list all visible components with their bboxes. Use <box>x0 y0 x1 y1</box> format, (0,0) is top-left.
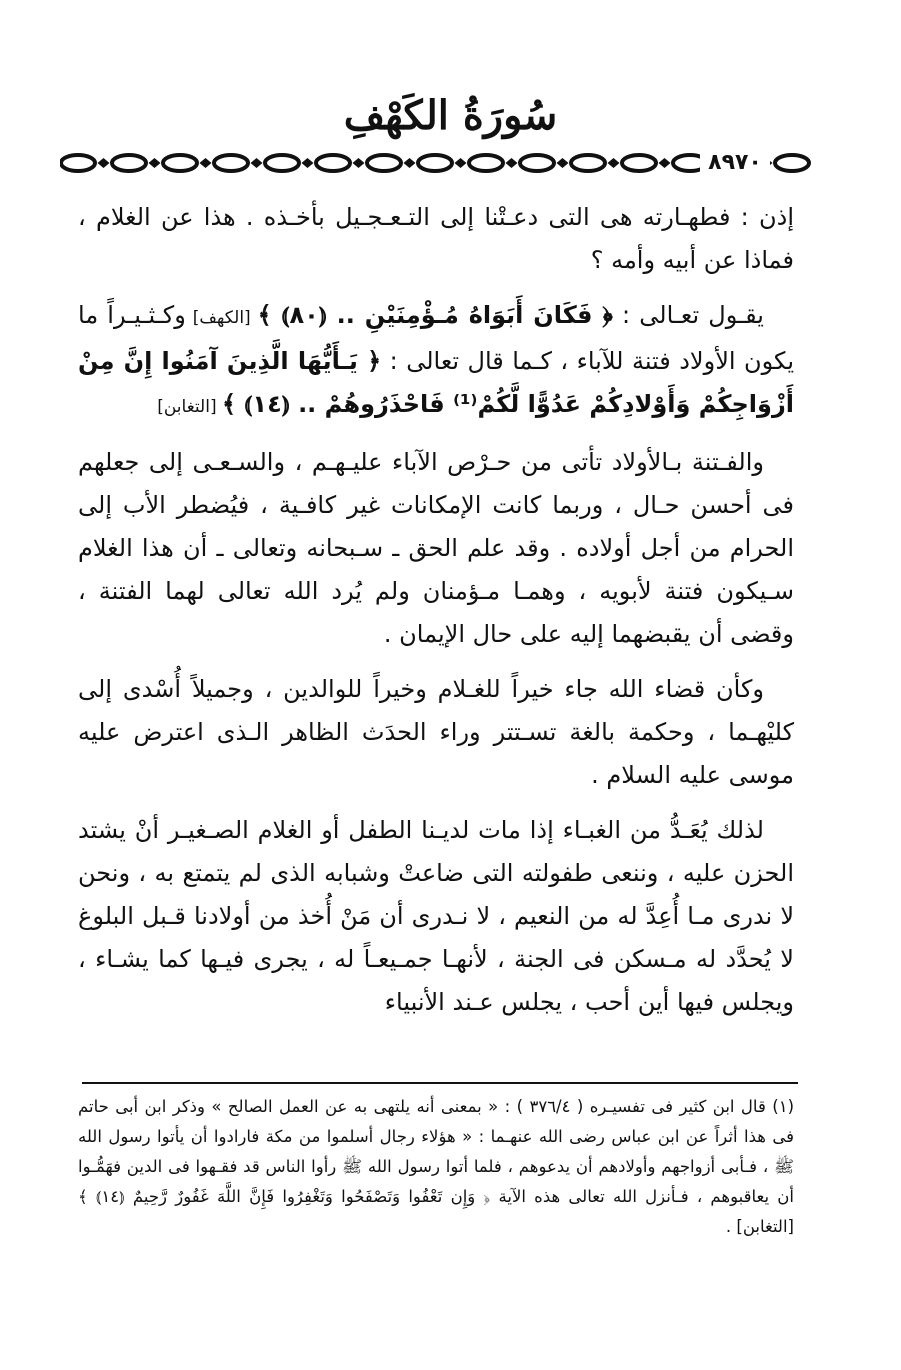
p2-lead: يقـول تعـالى : <box>612 301 764 329</box>
paragraph-2 <box>78 294 794 429</box>
footnote-divider <box>82 1082 798 1084</box>
paragraph-5: لذلك يُعَـدُّ من الغبـاء إذا مات لديـنا الطفل أو الغلام الصـغيـر أنْ يشتد الحزن عليه ، وننعى طفولته التى ضاعتْ وشبابه الذى لم يتمتع به ، ونحن لا ندرى مـا أُعِدَّ له من النعيم ، لا نـدرى أن مَنْ أُخذ من أولادنا قـبل البلوغ لا يُحدَّد له مـسكن فى الجنة ، لأنهـا جمـيعـاً له ، يجرى فيـها كما يشـاء ، ويجلس فيها أين أحب ، يجلس عـند الأنبياء <box>78 816 794 1016</box>
ornament-oval <box>163 155 197 171</box>
paragraph-4: وكأن قضاء الله جاء خيراً للغـلام وخيراً للوالدين ، وجميلاً أُسْدى إلى كليْهـما ، وحكمة بالغة تسـتتر وراء الحدَث الظاهر الـذى اعترض عليه موسى عليه السلام . <box>78 675 794 789</box>
ornament-diamond <box>557 158 569 168</box>
ornament-diamond <box>98 158 110 168</box>
surah-title: سُورَةُ الكَهْفِ <box>343 92 558 139</box>
page-number: ٨٩٧٠ <box>700 150 770 176</box>
ornament-diamond <box>659 158 671 168</box>
quran-verse-kahf-80: ﴿ فَكَانَ أَبَوَاهُ مُـؤْمِنَيْنِ .. ⦅٨٠⦆ ﴾ <box>257 301 613 329</box>
ornament-oval <box>367 155 401 171</box>
ornament-oval <box>520 155 554 171</box>
ornament-oval <box>316 155 350 171</box>
ornament-diamond <box>353 158 365 168</box>
ornament-diamond <box>149 158 161 168</box>
footnote: (١) قال ابن كثير فى تفسيـره ( ٣٧٦/٤ ) : « بمعنى أنه يلتهى به عن العمل الصالح » وذكر ابن أبى حاتم فى هذا أثراً عن ابن عباس رضى الله عنهـما : « هؤلاء رجال أسلموا من مكة فارادوا أن يأتوا رسول الله ﷺ ، فـأبى أزواجهم وأولادهم أن يدعوهم ، فلما أتوا رسول الله ﷺ رأوا الناس قد فقـهوا فى الدين فهَمُّـوا أن يعاقبوهم ، فـأنزل الله تعالى هذه الآية ﴿ وَإِن تَعْفُوا وَتَصْفَحُوا وَتَغْفِرُوا فَإِنَّ اللَّهَ غَفُورٌ رَّحِيمٌ ⦅١٤⦆ ﴾ [التغابن] . <box>78 1097 794 1236</box>
ornament-diamond <box>200 158 212 168</box>
ornament-diamond <box>302 158 314 168</box>
ornament-oval <box>418 155 452 171</box>
ornament-oval <box>214 155 248 171</box>
paragraph-1: إذن : فطهـارته هى التى دعـتْنا إلى التـعـجـيل بأخـذه . هذا عن الغلام ، فماذا عن أبيه وأمه ؟ <box>78 203 794 274</box>
ornament-oval <box>112 155 146 171</box>
ornament-diamond <box>251 158 263 168</box>
ornament-oval <box>61 155 95 171</box>
ornament-oval <box>622 155 656 171</box>
p2-mid: وكـثـيـراً ما يكون الأولاد فتنة للآباء ، كـما قال تعالى : <box>78 301 794 375</box>
paragraph-3: والفـتنة بـالأولاد تأتى من حـرْص الآباء عليـهـم ، والسـعـى إلى جعلهم فى أحسن حـال ، وربما كانت الإمكانات غير كافـية ، فيُضطر الأب إلى الحرام من أجل أولاده . وقد علم الحق ـ سـبحانه وتعالى ـ أن هذا الغلام سـيكون فتنة لأبويه ، وهمـا مـؤمنان ولم يُرد الله تعالى لهما الفتنة ، وقضى أن يقبضهما إليه على حال الإيمان . <box>78 448 794 648</box>
ornament-oval <box>571 155 605 171</box>
surah-reference-kahf: [الكهف] <box>185 308 258 328</box>
quran-verse-taghabun-14: ﴿ يَـأَيُّهَا الَّذِينَ آمَنُوا إِنَّ مِنْ أَزْوَاجِكُمْ وَأَوْلادِكُمْ عَدُوًّا لَّكُمْ⁽¹⁾ فَاحْذَرُوهُمْ .. ⦅١٤⦆ ﴾ <box>78 347 794 418</box>
ornament-oval <box>265 155 299 171</box>
ornament-diamond <box>506 158 518 168</box>
surah-reference-taghabun: [التغابن] <box>157 397 222 417</box>
ornament-diamond <box>455 158 467 168</box>
ornament-diamond <box>404 158 416 168</box>
main-text <box>78 196 794 1036</box>
ornament-oval <box>469 155 503 171</box>
ornament-diamond <box>608 158 620 168</box>
ornament-oval <box>775 155 809 171</box>
